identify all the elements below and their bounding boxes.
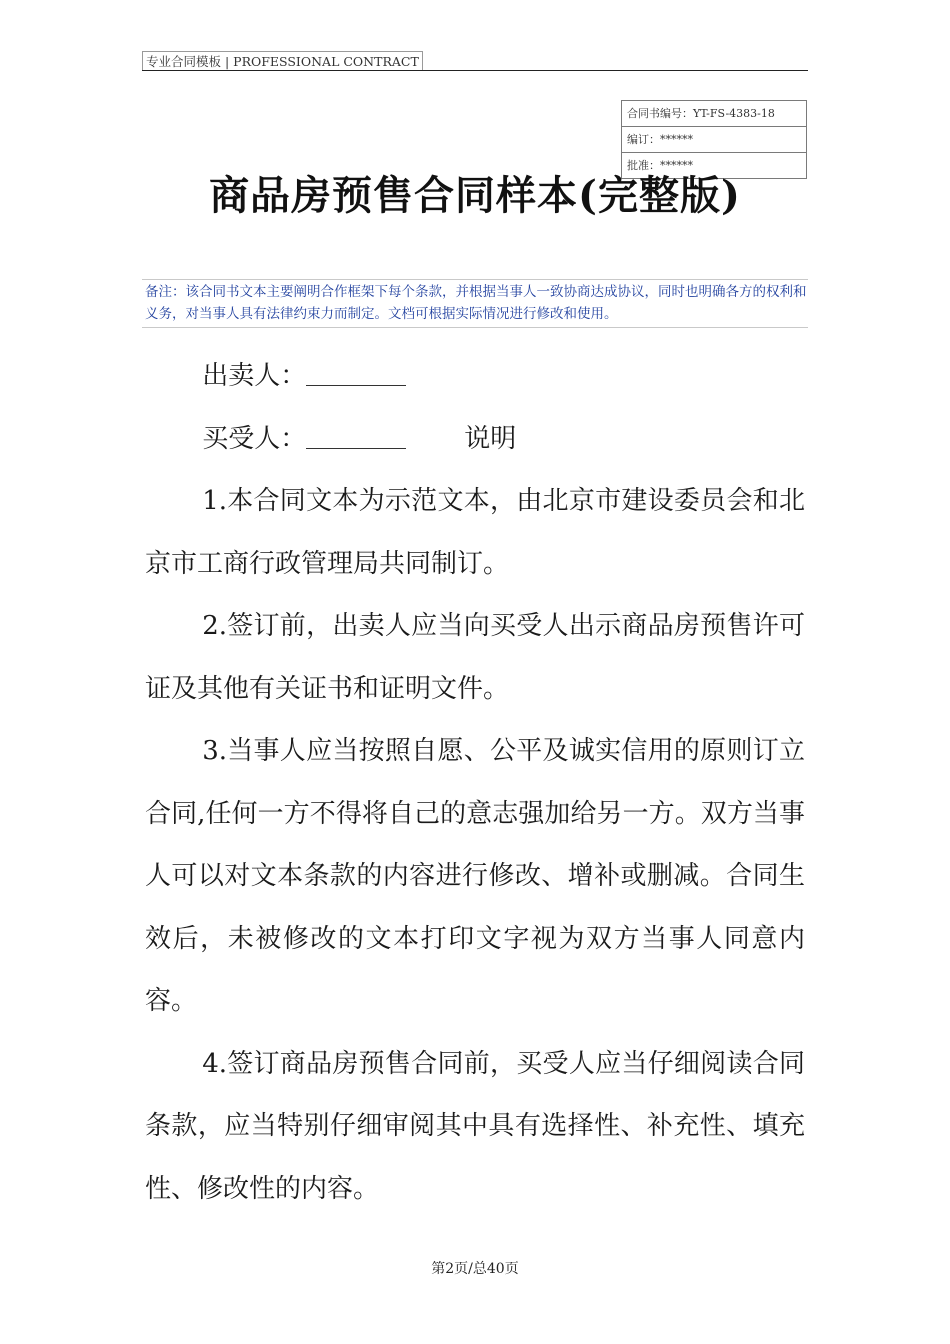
contract-number: 合同书编号：YT-FS-4383-18 (627, 107, 775, 120)
header-rule (142, 70, 808, 71)
document-title: 商品房预售合同样本(完整版) (209, 172, 741, 219)
clause-item: 3.当事人应当按照自愿、公平及诚实信用的原则订立合同,任何一方不得将自己的意志强加给另一方。双方当事人可以对文本条款的内容进行修改、增补或删减。合同生效后，未被修改的文本打印文字视为双方当事人同意内容。 (145, 736, 805, 1016)
page-indicator: 第2页/总40页 (431, 1261, 519, 1277)
buyer-blank (306, 424, 406, 449)
clause-item: 2.签订前，出卖人应当向买受人出示商品房预售许可证及其他有关证书和证明文件。 (145, 611, 805, 704)
header-label: 专业合同模板 | PROFESSIONAL CONTRACT (142, 51, 423, 71)
approver-field: 批准：****** (622, 152, 806, 178)
explanation-heading: 说明 (464, 423, 517, 454)
seller-line (145, 345, 805, 408)
seller-blank (306, 361, 406, 386)
buyer-label: 买受人： (202, 423, 307, 454)
seller-label: 出卖人： (202, 361, 307, 391)
buyer-line (145, 408, 805, 471)
document-note: 备注：该合同书文本主要阐明合作框架下每个条款，并根据当事人一致协商达成协议，同时也明确各方的权利和义务，对当事人具有法律约束力而制定。文档可根据实际情况进行修改和使用。 (142, 279, 808, 328)
clause-item: 1.本合同文本为示范文本，由北京市建设委员会和北京市工商行政管理局共同制订。 (145, 486, 805, 579)
clause-item: 4.签订商品房预售合同前，买受人应当仔细阅读合同条款，应当特别仔细审阅其中具有选择性、补充性、填充性、修改性的内容。 (145, 1048, 805, 1204)
document-body (145, 345, 805, 1220)
editor-field: 编订：****** (622, 126, 806, 152)
